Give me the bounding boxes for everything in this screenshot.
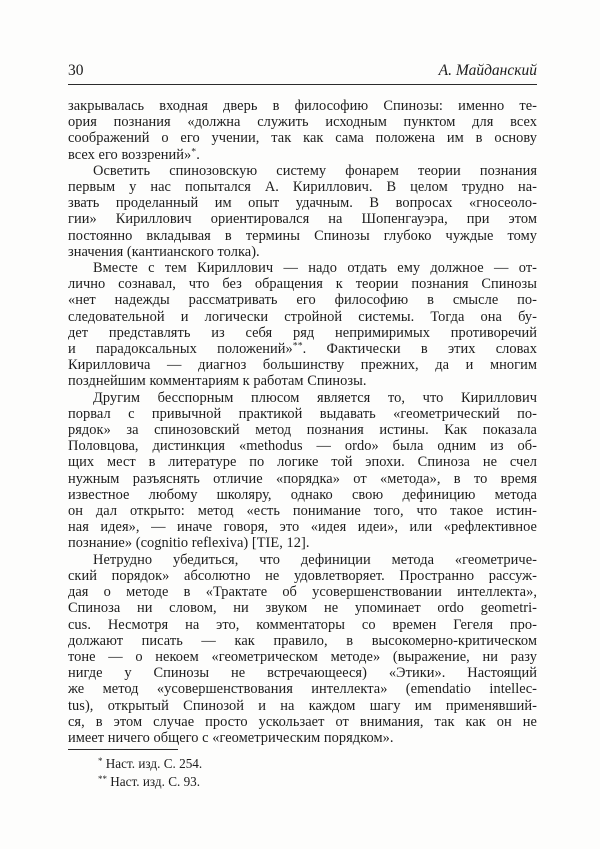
text-line: Другим бесспорным плюсом является то, что Кириллович [93, 389, 537, 406]
text-line: дет представлять из себя ряд непримиримых противоречий [68, 324, 537, 341]
text-line: ная идея», — иначе говоря, это «идея идеи», или «рефлективное [68, 519, 537, 536]
text-line: дая о методе в «Трактате об усовершенствовании интеллекта», [68, 584, 537, 601]
text-line: постоянно вкладывая в термины Спинозы глубоко чуждые тому [68, 227, 537, 244]
footnote-section [68, 749, 537, 790]
text-line: гии» Кириллович ориентировался на Шопенгауэра, при этом [68, 211, 537, 228]
text-line: «нет надежды рассматривать его философию в смысле по- [68, 292, 537, 309]
text-line: порвал с привычной практикой выдавать «геометрический по- [68, 405, 537, 422]
text-line: известное любому школяру, однако свою дефиницию метода [68, 486, 537, 503]
paragraph [68, 260, 537, 390]
paragraph [68, 552, 537, 746]
text-line: ся, в этом случае просто ускользает от внимания, так как он не [68, 713, 537, 730]
text-line: первым у нас попытался А. Кириллович. В целом трудно на- [68, 179, 537, 196]
text-line: Нетрудно убедиться, что дефиниции метода «геометриче- [93, 551, 537, 568]
page-number: 30 [68, 62, 84, 79]
text-line: закрывалась входная дверь в философию Спинозы: именно те- [68, 98, 537, 114]
footnote-ref-marker: ** [292, 340, 303, 352]
paragraph [68, 163, 537, 260]
text-line: Кирилловича — диагноз большинству прежних, да и многим [68, 357, 537, 374]
paragraph [68, 98, 537, 163]
text-line: ория познания «должна служить исходным пунктом для всех [68, 114, 537, 131]
text-line: Половцова, дистинкция «methodus — ordo» была одним из об- [68, 438, 537, 455]
text-line: соображений о его учении, так как сама положена им в основу [68, 130, 537, 147]
page-header [68, 62, 537, 80]
text-line: звать проделанный им опыт удачным. В вопросах «гносеоло- [68, 195, 537, 212]
text-line: нигде у Спинозы не встречающееся) «Этики». Настоящий [68, 665, 537, 682]
footnote-marker: * [98, 755, 103, 766]
footnote: ** Наст. изд. С. 93. [98, 773, 201, 789]
running-head-author: А. Майданский [438, 62, 537, 79]
footnote-rule [68, 749, 178, 750]
footnote-marker: ** [98, 773, 107, 784]
text-line: нужным разъяснять отличие «порядка» от «метода», в то время [68, 470, 537, 487]
text-line: и парадоксальных положений»**. Фактически в этих словах [68, 340, 537, 358]
text-line: всех его воззрений»*. [68, 146, 200, 163]
text-line: tus), открытый Спинозой и на каждом шагу им применявший- [68, 697, 537, 714]
text-line: Осветить спинозовскую систему фонарем теории познания [93, 162, 537, 179]
text-line: тоне — о некоем «геометрическом методе» (выражение, ни разу [68, 648, 537, 665]
text-line: должают писать — как правило, в высокомерно-критическом [68, 632, 537, 649]
text-line: значения (кантианского толка). [68, 243, 260, 260]
text-line: следовательной и логически стройной системы. Тогда она бу- [68, 308, 537, 325]
paragraph [68, 390, 537, 552]
text-line: же метод «усовершенствования интеллекта» (emendatio intellec- [68, 681, 537, 698]
text-line: щих мест в литературе по логике той эпохи. Спиноза не счел [68, 454, 537, 471]
text-line: рядок» за спинозовский метод познания истины. Как показала [68, 422, 537, 439]
page-body [68, 98, 537, 746]
text-line: имеет ничего общего с «геометрическим порядком». [68, 729, 394, 746]
footnote-ref-marker: * [191, 146, 197, 158]
text-line: ский порядок» абсолютно не удовлетворяет. Пространно рассуж- [68, 567, 537, 584]
footnote: * Наст. изд. С. 254. [98, 755, 203, 771]
text-line: познание» (cognitio reflexiva) [TIE, 12]. [68, 535, 310, 552]
text-line: Спиноза ни словом, ни звуком не упоминает ordo geometri- [68, 600, 537, 617]
text-line: он дал открыто: метод «есть понимание того, что такое истин- [68, 503, 537, 520]
text-line: лично сознавал, что без обращения к теории познания Спинозы [68, 276, 537, 293]
text-line: Вместе с тем Кириллович — надо отдать ему должное — от- [93, 260, 537, 277]
text-line: позднейшим комментариям к работам Спинозы. [68, 373, 367, 390]
header-rule [68, 84, 537, 85]
footnote-list [68, 755, 537, 790]
text-line: cus. Несмотря на это, комментаторы со времен Гегеля про- [68, 616, 537, 633]
